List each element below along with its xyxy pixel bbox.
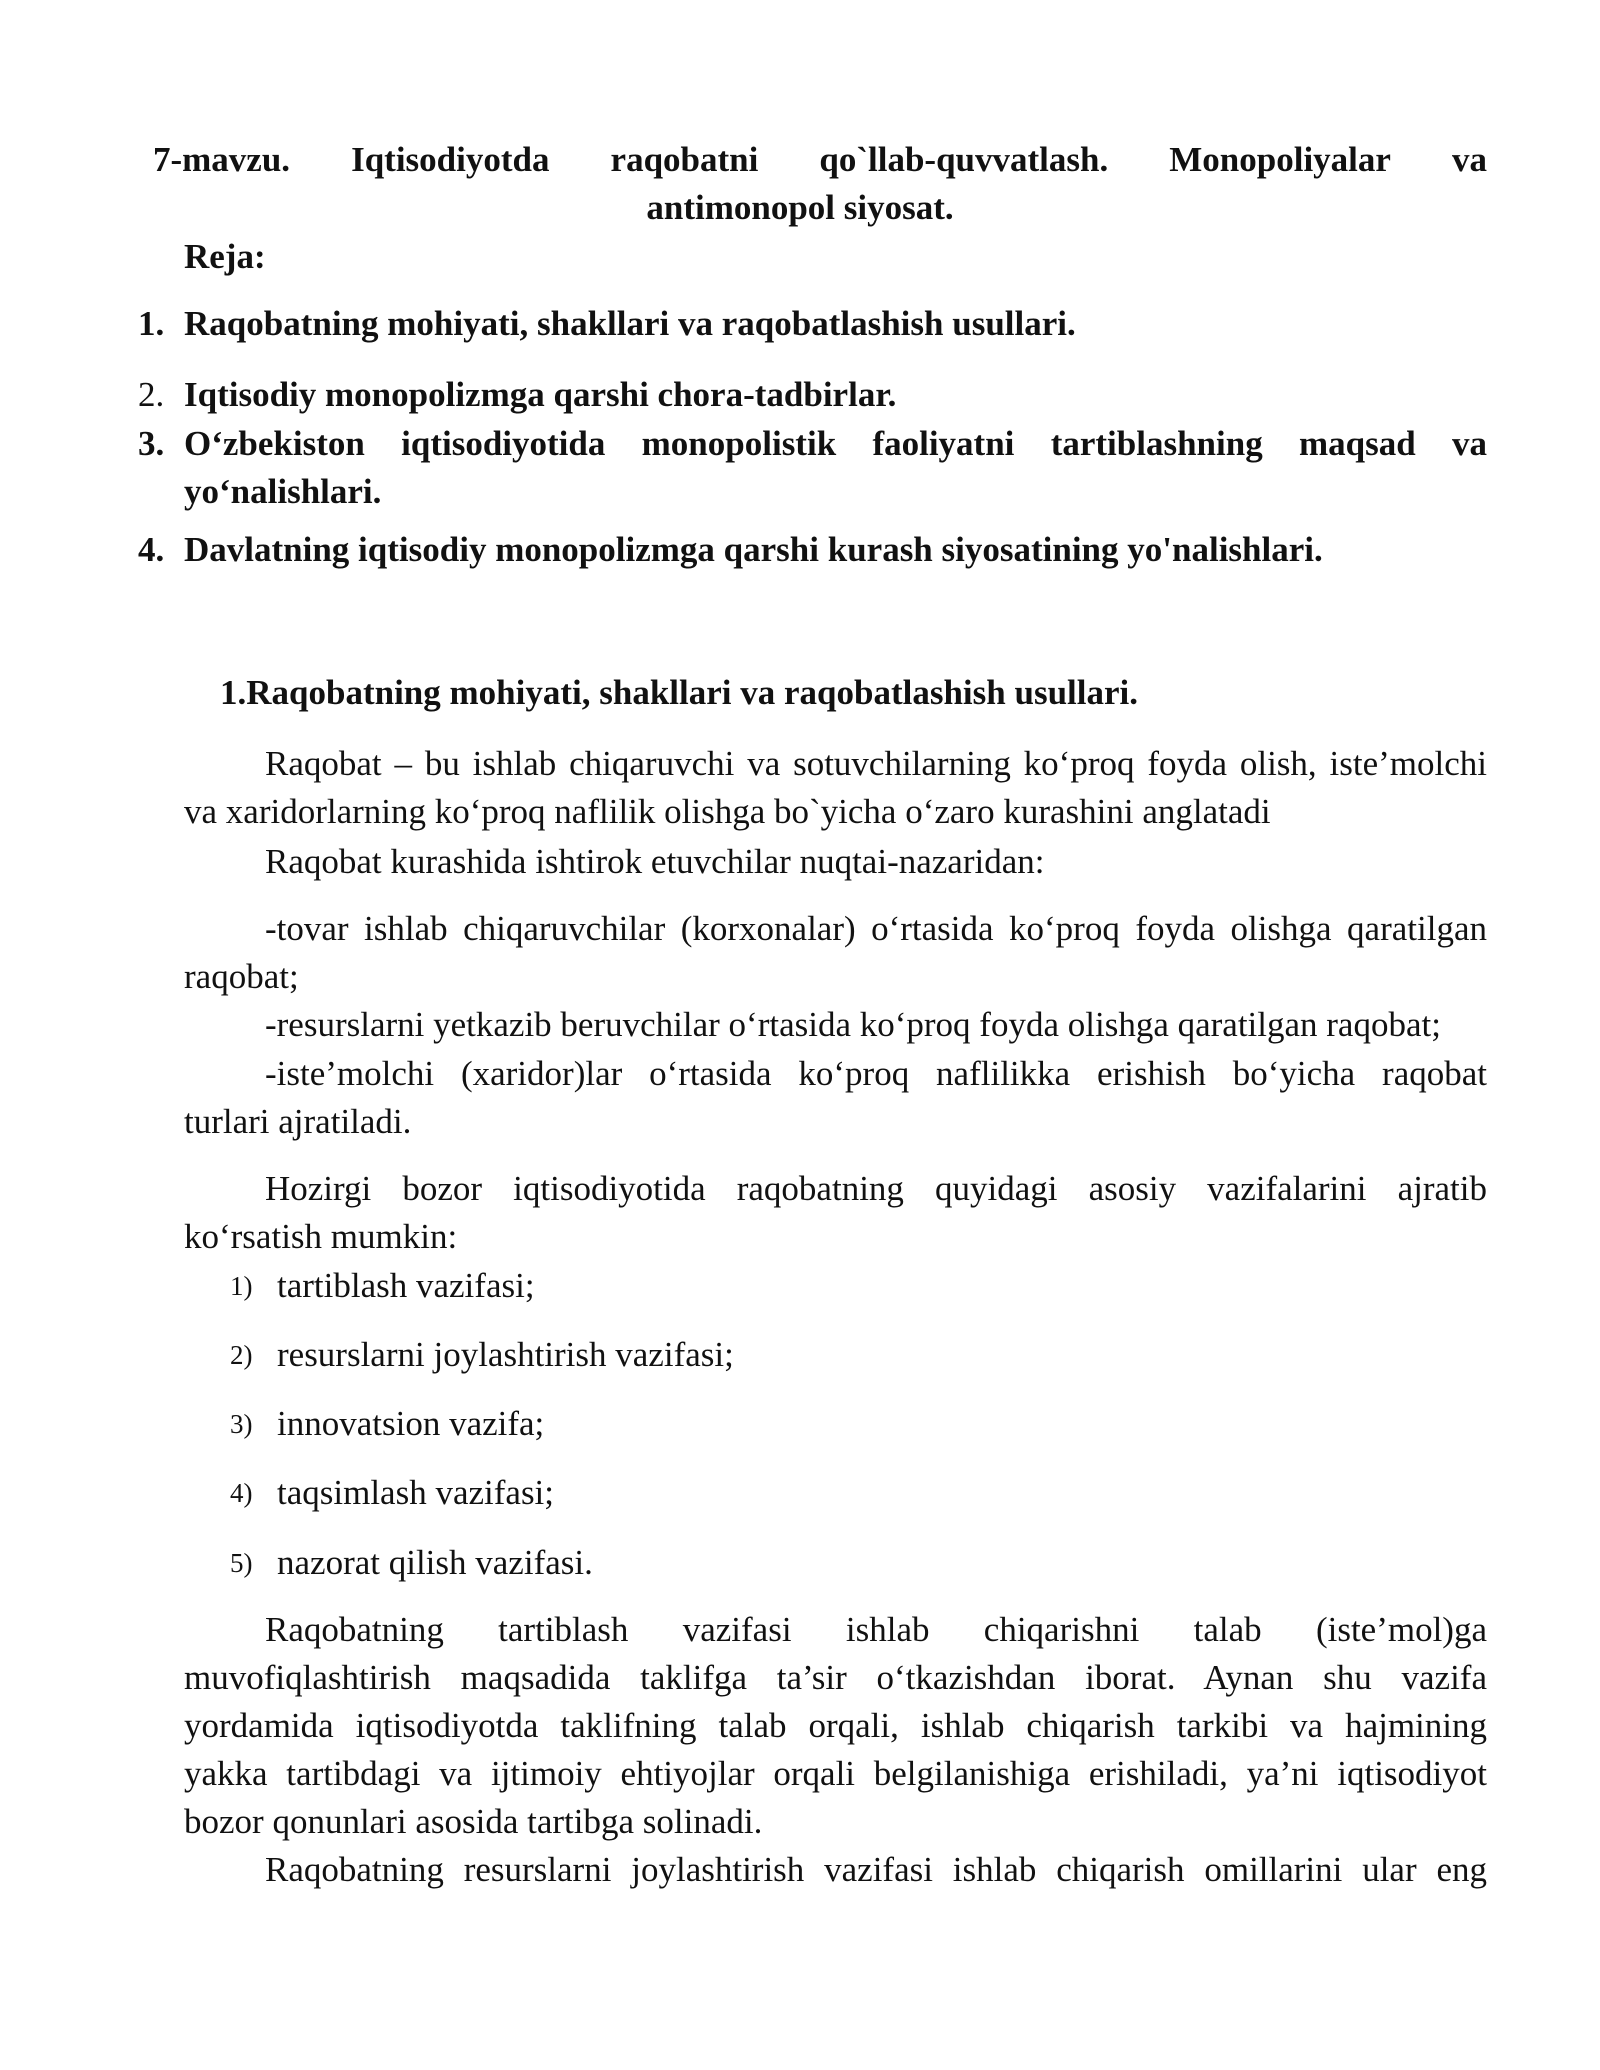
function-item: innovatsion vazifa; xyxy=(277,1404,545,1443)
function-number: 4) xyxy=(230,1478,253,1508)
plan-item: Raqobatning mohiyati, shakllari va raqobatlashish usullari. xyxy=(184,304,1076,343)
paragraph-line: bozor qonunlari asosida tartibga solinadi. xyxy=(184,1802,763,1841)
paragraph-line: -iste’molchi (xaridor)lar o‘rtasida ko‘proq naflilikka erishish bo‘yicha raqobat xyxy=(265,1054,1487,1093)
function-item: nazorat qilish vazifasi. xyxy=(277,1543,593,1582)
function-number: 5) xyxy=(230,1548,253,1578)
paragraph-line: va xaridorlarning ko‘proq naflilik olishga bo`yicha o‘zaro kurashini anglatadi xyxy=(184,792,1271,831)
function-item: resurslarni joylashtirish vazifasi; xyxy=(277,1335,734,1374)
title-word: qo`llab-quvvatlash. xyxy=(819,140,1109,179)
function-item: taqsimlash vazifasi; xyxy=(277,1473,555,1512)
function-number: 3) xyxy=(230,1409,253,1439)
paragraph-line: turlari ajratiladi. xyxy=(184,1102,412,1141)
paragraph-line: Raqobatning tartiblash vazifasi ishlab chiqarishni talab (iste’mol)ga xyxy=(265,1610,1487,1649)
paragraph-line: ko‘rsatish mumkin: xyxy=(184,1217,458,1256)
function-item: tartiblash vazifasi; xyxy=(277,1266,535,1305)
title-word: va xyxy=(1451,140,1487,179)
paragraph-line: -tovar ishlab chiqaruvchilar (korxonalar) o‘rtasida ko‘proq foyda olishga qaratilgan xyxy=(265,909,1487,948)
plan-item-number: 2. xyxy=(138,375,165,414)
paragraph-line: Hozirgi bozor iqtisodiyotida raqobatning quyidagi asosiy vazifalarini ajratib xyxy=(265,1169,1487,1208)
title-word: Iqtisodiyotda xyxy=(351,140,550,179)
paragraph-line: Raqobatning resurslarni joylashtirish vazifasi ishlab chiqarish omillarini ular eng xyxy=(265,1850,1487,1889)
paragraph-line: yordamida iqtisodiyotda taklifning talab orqali, ishlab chiqarish tarkibi va hajmining xyxy=(184,1706,1487,1745)
plan-item-number: 1. xyxy=(138,304,165,343)
plan-item-continued: yo‘nalishlari. xyxy=(184,472,382,511)
title-word: Monopoliyalar xyxy=(1169,140,1391,179)
paragraph-line: -resurslarni yetkazib beruvchilar o‘rtasida ko‘proq foyda olishga qaratilgan raqobat; xyxy=(265,1005,1441,1044)
title-word: 7-mavzu. xyxy=(153,140,291,179)
paragraph-line: Raqobat – bu ishlab chiqaruvchi va sotuvchilarning ko‘proq foyda olish, iste’molchi xyxy=(265,744,1487,783)
function-number: 2) xyxy=(230,1340,253,1370)
document-title-line-1 xyxy=(153,138,1487,182)
document-title-line-2: antimonopol siyosat. xyxy=(646,188,954,227)
paragraph-line: muvofiqlashtirish maqsadida taklifga ta’sir o‘tkazishdan iborat. Aynan shu vazifa xyxy=(184,1658,1487,1697)
paragraph-line: raqobat; xyxy=(184,957,299,996)
plan-item: Davlatning iqtisodiy monopolizmga qarshi kurash siyosatining yo'nalishlari. xyxy=(184,530,1323,569)
plan-item-number: 3. xyxy=(138,424,165,463)
paragraph-line: yakka tartibdagi va ijtimoiy ehtiyojlar orqali belgilanishiga erishiladi, ya’ni iqtisodiyot xyxy=(184,1754,1487,1793)
title-word: raqobatni xyxy=(610,140,759,179)
plan-heading: Reja: xyxy=(184,237,266,276)
function-number: 1) xyxy=(230,1271,253,1301)
section-heading: 1.Raqobatning mohiyati, shakllari va raqobatlashish usullari. xyxy=(220,673,1138,712)
paragraph-line: Raqobat kurashida ishtirok etuvchilar nuqtai-nazaridan: xyxy=(265,842,1045,881)
plan-item-number: 4. xyxy=(138,530,165,569)
plan-item: O‘zbekiston iqtisodiyotida monopolistik faoliyatni tartiblashning maqsad va xyxy=(184,424,1487,463)
plan-item: Iqtisodiy monopolizmga qarshi chora-tadbirlar. xyxy=(184,375,897,414)
